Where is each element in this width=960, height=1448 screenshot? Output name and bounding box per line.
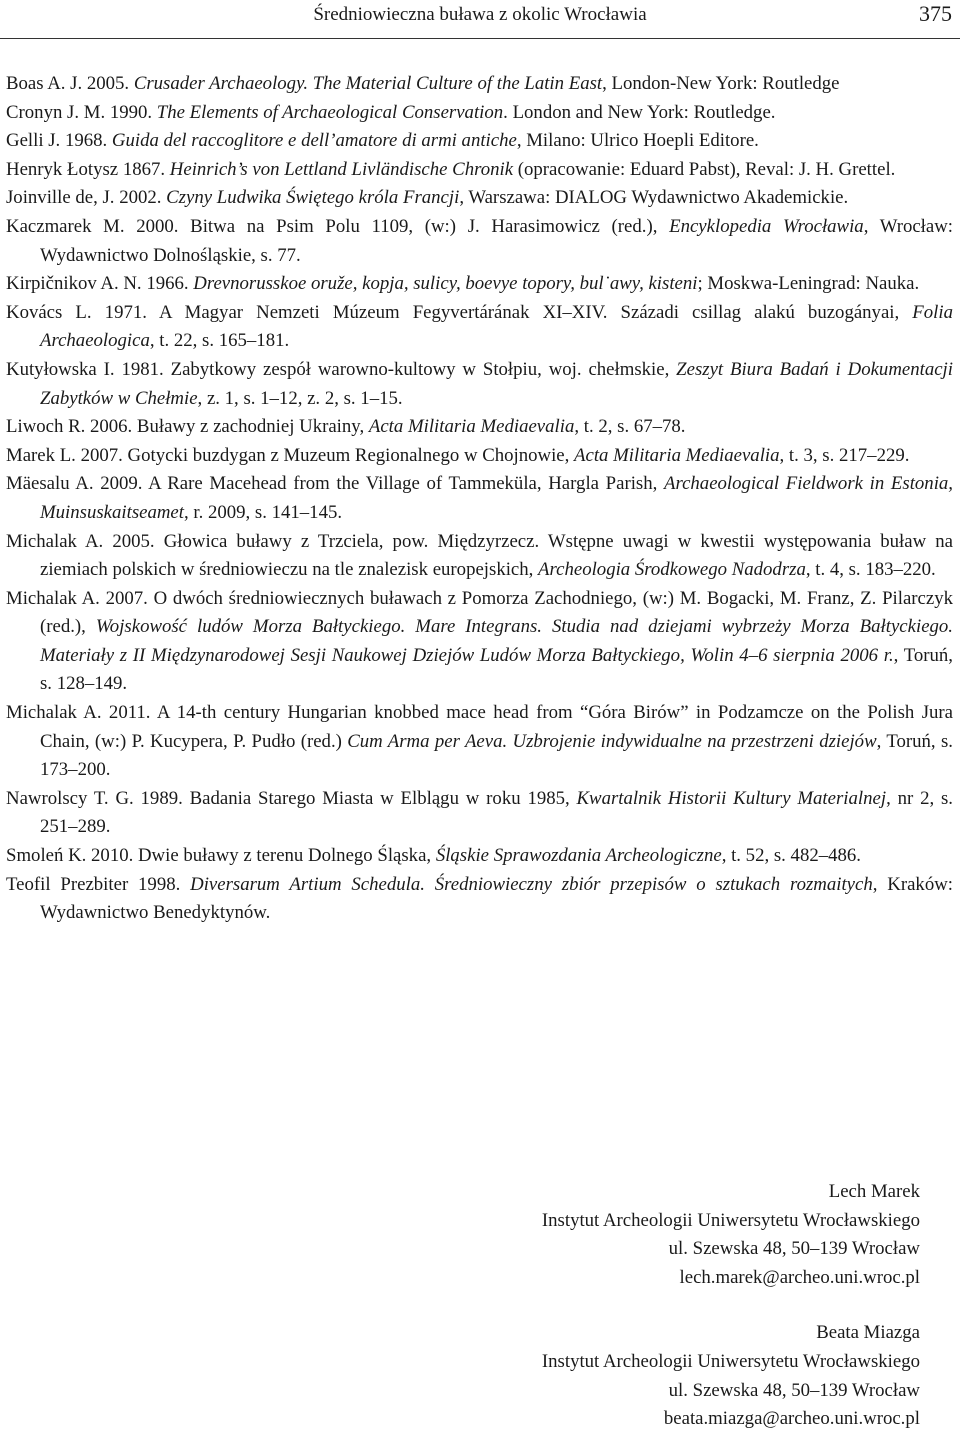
- reference-title-italic: Acta Militaria Mediaevalia: [368, 416, 575, 438]
- reference-entry: [6, 270, 953, 299]
- reference-text: , t. 4, s. 183–220.: [805, 559, 936, 581]
- reference-title-italic: Acta Militaria Mediaevalia: [574, 444, 780, 466]
- author-institution: Instytut Archeologii Uniwersytetu Wrocławskiego: [541, 1209, 920, 1231]
- author-block-beata-miazga: [542, 1319, 920, 1433]
- reference-text: , Milano: Ulrico Hoepli Editore.: [516, 130, 759, 152]
- author-email: beata.miazga@archeo.uni.wroc.pl: [663, 1408, 920, 1430]
- reference-title-italic: Wojskowość ludów Morza Bałtyckiego. Mare Integrans. Studia nad dziejami wybrzeży Morza Bałtyckiego. Materiały z II Międzynarodowej Sesji Naukowej Dziejów Ludów Morza Bałtyckiego, Wolin 4–6 sierpnia 2006 r.: [40, 616, 954, 666]
- reference-text: Nawrolscy T. G. 1989. Badania Starego Miasta w Elblągu w roku 1985,: [6, 787, 577, 809]
- reference-text: Michalak A. 2007. O dwóch średniowiecznych buławach z Pomorza Zachodniego, (w:) M. Bogacki, M. Franz, Z. Pilarczyk (red.),: [6, 587, 953, 638]
- reference-title-italic: Guida del raccoglitore e dell’amatore di armi antiche: [111, 130, 517, 152]
- reference-text: Kaczmarek M. 2000. Bitwa na Psim Polu 1109, (w:) J. Harasimowicz (red.),: [6, 215, 670, 237]
- reference-title-italic: Drevnorusskoe oruže, kopja, sulicy, boevye topory, bul˙awy, kisteni: [193, 273, 698, 295]
- reference-text: ; Moskwa-Leningrad: Nauka.: [697, 273, 920, 295]
- reference-text: Boas A. J. 2005.: [6, 73, 134, 94]
- reference-text: , Toruń, s. 128–149.: [40, 644, 953, 695]
- reference-entry: [6, 699, 953, 785]
- reference-entry: [6, 299, 953, 356]
- page-header: [0, 0, 960, 39]
- reference-text: Kutyłowska I. 1981. Zabytkowy zespół warowno-kultowy w Stołpiu, woj. chełmskie,: [6, 358, 677, 380]
- reference-text: Joinville de, J. 2002.: [6, 187, 167, 209]
- reference-text: Henryk Łotysz 1867.: [6, 158, 170, 180]
- reference-text: Teofil Prezbiter 1998.: [6, 873, 191, 895]
- reference-title-italic: Cum Arma per Aeva. Uzbrojenie indywidualne na przestrzeni dziejów: [347, 730, 877, 752]
- reference-text: Michalak A. 2011. A 14-th century Hungarian knobbed mace head from “Góra Birów” in Podzamcze on the Polish Jura Chain, (w:) P. Kucypera, P. Pudło (red.): [6, 702, 953, 752]
- reference-title-italic: Czyny Ludwika Świętego króla Francji: [166, 187, 460, 209]
- reference-text: , Wrocław: Wydawnictwo Dolnośląskie, s. 77.: [40, 215, 954, 266]
- reference-text: Marek L. 2007. Gotycki buzdygan z Muzeum Regionalnego w Chojnowie,: [6, 444, 575, 466]
- reference-text: Kovács L. 1971. A Magyar Nemzeti Múzeum Fegyvertárának XI–XIV. Századi csillag alakú buzogányai,: [6, 301, 913, 323]
- reference-title-italic: Archeologia Środkowego Nadodrza: [538, 559, 806, 581]
- reference-entry: [6, 585, 953, 699]
- reference-title-italic: Encyklopedia Wrocławia: [669, 215, 864, 237]
- author-affiliations: [542, 1178, 920, 1434]
- bibliography-list: [6, 70, 953, 928]
- reference-text: Liwoch R. 2006. Buławy z zachodniej Ukrainy,: [6, 416, 369, 438]
- reference-title-italic: Crusader Archaeology. The Material Culture of the Latin East: [133, 73, 603, 94]
- reference-entry: [6, 413, 953, 442]
- reference-text: , t. 22, s. 165–181.: [149, 330, 290, 352]
- reference-text: , t. 52, s. 482–486.: [721, 845, 861, 867]
- author-institution: Instytut Archeologii Uniwersytetu Wrocławskiego: [541, 1350, 920, 1372]
- page-number: 375: [919, 1, 952, 26]
- reference-title-italic: Śląskie Sprawozdania Archeologiczne: [435, 845, 722, 867]
- reference-title-italic: Zeszyt Biura Badań i Dokumentacji Zabytków w Chełmie: [40, 358, 953, 409]
- reference-text: Kirpičnikov A. N. 1966.: [6, 273, 194, 295]
- reference-title-italic: Diversarum Artium Schedula. Średniowieczny zbiór przepisów o sztukach rozmaitych: [190, 873, 873, 895]
- running-title: Średniowieczna buława z okolic Wrocławia: [313, 4, 647, 25]
- reference-entry: [6, 127, 953, 156]
- reference-title-italic: Kwartalnik Historii Kultury Materialnej: [576, 787, 887, 809]
- reference-entry: [6, 470, 953, 527]
- reference-entry: [6, 184, 953, 213]
- reference-entry: [6, 99, 953, 128]
- reference-text: , Warszawa: DIALOG Wydawnictwo Akademickie.: [459, 187, 849, 209]
- reference-text: Cronyn J. M. 1990.: [6, 101, 157, 123]
- reference-entry: [6, 156, 953, 185]
- reference-text: , London-New York: Routledge: [602, 73, 840, 94]
- reference-text: , r. 2009, s. 141–145.: [183, 501, 343, 523]
- reference-title-italic: Folia Archaeologica: [40, 301, 953, 352]
- author-address: ul. Szewska 48, 50–139 Wrocław: [668, 1238, 920, 1260]
- reference-text: , t. 2, s. 67–78.: [574, 416, 686, 438]
- reference-text: , Kraków: Wydawnictwo Benedyktynów.: [40, 873, 953, 924]
- reference-text: . London and New York: Routledge.: [503, 101, 776, 123]
- reference-title-italic: Heinrich’s von Lettland Livländische Chronik: [169, 158, 514, 180]
- reference-entry: [6, 70, 953, 99]
- reference-text: Gelli J. 1968.: [6, 130, 112, 152]
- reference-text: , z. 1, s. 1–12, z. 2, s. 1–15.: [197, 387, 403, 409]
- reference-entry: [6, 442, 953, 471]
- reference-entry: [6, 785, 953, 842]
- author-name: Beata Miazga: [816, 1322, 920, 1344]
- reference-text: Smoleń K. 2010. Dwie buławy z terenu Dolnego Śląska,: [6, 845, 436, 867]
- reference-text: Mäesalu A. 2009. A Rare Macehead from the Village of Tammeküla, Hargla Parish,: [6, 473, 664, 495]
- author-address: ul. Szewska 48, 50–139 Wrocław: [668, 1379, 920, 1401]
- reference-entry: [6, 871, 953, 928]
- reference-entry: [6, 528, 953, 585]
- author-email: lech.marek@archeo.uni.wroc.pl: [679, 1266, 920, 1288]
- reference-title-italic: Archaeological Fieldwork in Estonia, Muinsuskaitseamet: [40, 473, 953, 523]
- author-name: Lech Marek: [828, 1181, 920, 1202]
- reference-text: , nr 2, s. 251–289.: [40, 787, 953, 838]
- reference-entry: [6, 213, 953, 270]
- reference-text: , Toruń, s. 173–200.: [40, 730, 953, 781]
- reference-text: Michalak A. 2005. Głowica buławy z Trzciela, pow. Międzyrzecz. Wstępne uwagi w kwestii występowania buław na ziemiach polskich w średniowieczu na tle znalezisk europejskich,: [6, 530, 953, 581]
- reference-entry: [6, 356, 953, 413]
- author-block-lech-marek: [542, 1178, 920, 1292]
- reference-text: (opracowanie: Eduard Pabst), Reval: J. H. Grettel.: [513, 158, 896, 180]
- reference-entry: [6, 842, 953, 871]
- reference-title-italic: The Elements of Archaeological Conservation: [156, 101, 504, 123]
- reference-text: , t. 3, s. 217–229.: [779, 444, 910, 466]
